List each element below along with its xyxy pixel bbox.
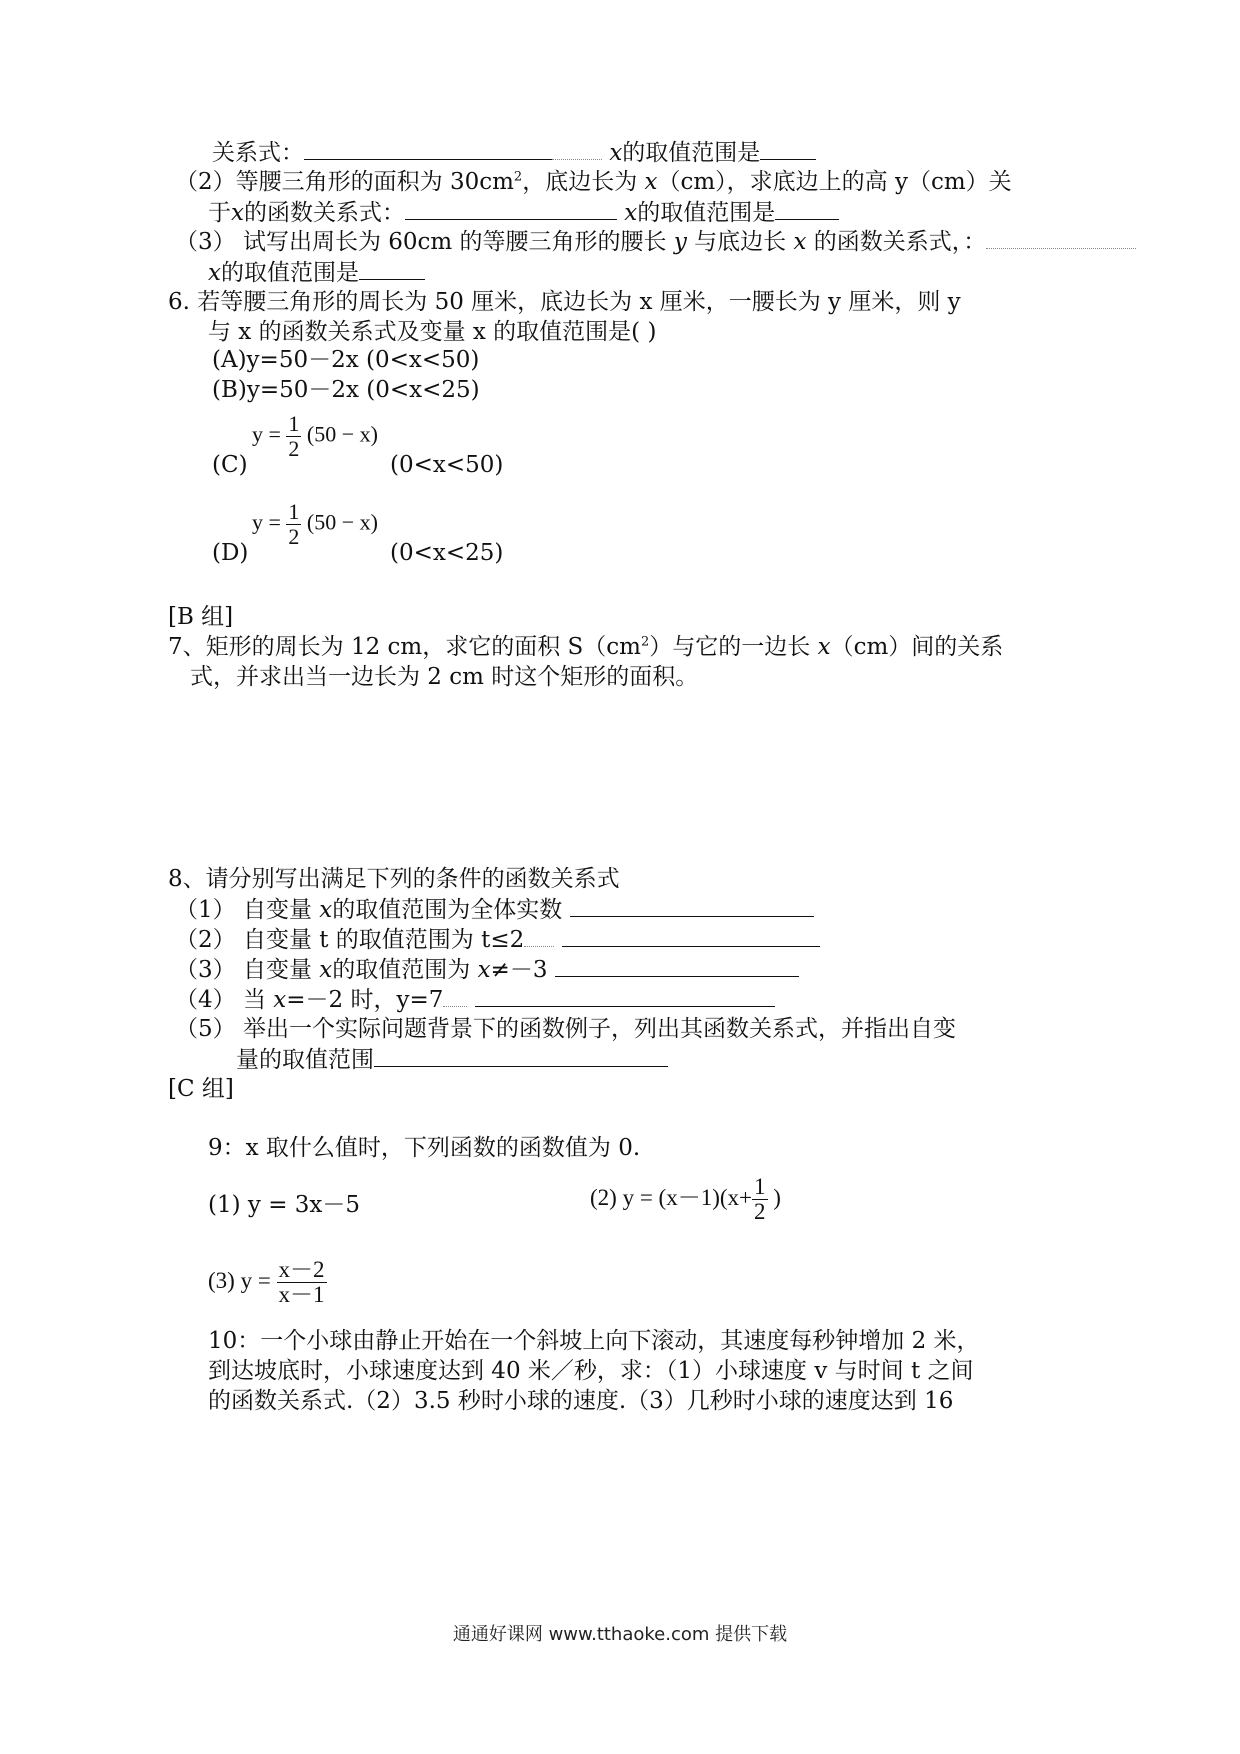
q5-part2-line1 bbox=[175, 167, 1012, 197]
var-y: y bbox=[673, 229, 687, 255]
footer-credit: 通通好课网 www.tthaoke.com 提供下载 bbox=[452, 1624, 788, 1645]
formula-rhs: (50 − x) bbox=[306, 421, 378, 447]
q9-func-3 bbox=[208, 1258, 327, 1307]
superscript: 2 bbox=[513, 169, 523, 185]
numerator: x－2 bbox=[278, 1257, 325, 1282]
answer-blank[interactable] bbox=[760, 137, 816, 160]
q8-title: 8、请分别写出满足下列的条件的函数关系式 bbox=[168, 866, 620, 892]
var-x: x bbox=[319, 897, 333, 923]
superscript: 2 bbox=[640, 634, 650, 650]
var-x: x bbox=[231, 200, 244, 226]
text: (3) y = bbox=[208, 1267, 271, 1293]
text: 的取值范围是 bbox=[220, 260, 359, 286]
dots bbox=[986, 230, 1136, 249]
answer-blank[interactable] bbox=[570, 894, 814, 917]
answer-blank[interactable] bbox=[775, 197, 839, 220]
text: 的函数关系式，： bbox=[813, 229, 987, 255]
text: 于 bbox=[208, 200, 231, 226]
text: ≠－3 bbox=[490, 957, 548, 983]
var-x: x bbox=[793, 229, 807, 255]
answer-blank[interactable] bbox=[405, 197, 617, 220]
q6-option-d-formula bbox=[252, 500, 378, 549]
text: （3） 自变量 bbox=[175, 957, 312, 983]
q6-option-a: (A)y=50－2x (0<x<50) bbox=[212, 347, 480, 373]
q7-line2: 式，并求出当一边长为 2 cm 时这个矩形的面积。 bbox=[190, 664, 699, 690]
text: （4） 当 bbox=[175, 987, 266, 1013]
fraction bbox=[286, 500, 301, 549]
text: 量的取值范围 bbox=[236, 1047, 374, 1073]
formula-lhs: y = bbox=[252, 421, 281, 447]
text: （2）等腰三角形的面积为 30cm bbox=[175, 169, 514, 195]
q10-line2: 到达坡底时，小球速度达到 40 米／秒，求：（1）小球速度 v 与时间 t 之间 bbox=[208, 1358, 974, 1384]
q10-line3: 的函数关系式.（2）3.5 秒时小球的速度.（3）几秒时小球的速度达到 16 bbox=[208, 1388, 954, 1414]
text: ) bbox=[773, 1184, 781, 1210]
text: ，底边长为 bbox=[522, 169, 638, 195]
answer-blank[interactable] bbox=[562, 924, 820, 947]
var-x: x bbox=[208, 260, 221, 286]
q6-option-c-formula bbox=[252, 412, 378, 461]
q8-item-4 bbox=[175, 984, 775, 1015]
q6-option-d-range: (0<x<25) bbox=[390, 540, 504, 566]
group-c-heading: [C 组] bbox=[168, 1076, 234, 1102]
text: （1） 自变量 bbox=[175, 897, 312, 923]
q6-option-c-range: (0<x<50) bbox=[390, 452, 504, 478]
q6-line2: 与 x 的函数关系式及变量 x 的取值范围是( ) bbox=[208, 319, 657, 345]
q6-line1: 6. 若等腰三角形的周长为 50 厘米，底边长为 x 厘米，一腰长为 y 厘米，则 y bbox=[168, 289, 961, 315]
q9-title: 9：x 取什么值时，下列函数的函数值为 0. bbox=[208, 1135, 641, 1161]
group-b-heading: [B 组] bbox=[168, 604, 234, 630]
text: （cm），求底边上的高 y（cm）关 bbox=[657, 169, 1012, 195]
formula-rhs: (50 − x) bbox=[306, 509, 378, 535]
numerator: 1 bbox=[754, 1174, 766, 1199]
formula-lhs: y = bbox=[252, 509, 281, 535]
q6-option-c-label: (C) bbox=[212, 452, 248, 478]
label: 关系式： bbox=[212, 140, 304, 166]
q5-part3-line1 bbox=[175, 227, 1136, 257]
text: 7、矩形的周长为 12 cm，求它的面积 S（cm bbox=[168, 634, 641, 660]
var-x: x bbox=[609, 140, 623, 166]
var-x: x bbox=[319, 957, 333, 983]
denominator: 2 bbox=[288, 524, 300, 549]
text: =－2 时，y=7 bbox=[286, 987, 444, 1013]
dots bbox=[443, 988, 467, 1007]
denominator: 2 bbox=[288, 436, 300, 461]
q8-item-1 bbox=[175, 894, 814, 925]
text: 的函数关系式： bbox=[243, 200, 405, 226]
q8-item-5-line1: （5） 举出一个实际问题背景下的函数例子，列出其函数关系式，并指出自变 bbox=[175, 1016, 956, 1042]
fraction bbox=[286, 412, 301, 461]
q7-line1 bbox=[168, 632, 1003, 662]
text: 与底边长 bbox=[694, 229, 787, 255]
q5-part2-line2 bbox=[208, 197, 839, 228]
text: （cm）间的关系 bbox=[830, 634, 1004, 660]
q6-option-d-label: (D) bbox=[212, 540, 249, 566]
var-x: x bbox=[477, 957, 491, 983]
text: 的取值范围是 bbox=[637, 200, 776, 226]
var-x: x bbox=[273, 987, 287, 1013]
q9-func-2 bbox=[590, 1175, 781, 1224]
q8-item-3 bbox=[175, 954, 799, 985]
text: 的取值范围为全体实数 bbox=[332, 897, 563, 923]
q8-item-2 bbox=[175, 924, 820, 955]
q6-option-b: (B)y=50－2x (0<x<25) bbox=[212, 377, 480, 403]
fraction bbox=[752, 1175, 768, 1224]
q8-item-5-line2 bbox=[236, 1044, 668, 1075]
q10-line1: 10：一个小球由静止开始在一个斜坡上向下滚动，其速度每秒钟增加 2 米， bbox=[208, 1328, 980, 1354]
text: （2） 自变量 t 的取值范围为 t≤2 bbox=[175, 927, 525, 953]
dots bbox=[524, 928, 554, 947]
fraction bbox=[277, 1258, 327, 1307]
text: 的取值范围为 bbox=[332, 957, 471, 983]
denominator: x－1 bbox=[278, 1282, 325, 1307]
label: 的取值范围是 bbox=[622, 140, 761, 166]
answer-blank[interactable] bbox=[304, 137, 552, 160]
var-x: x bbox=[644, 169, 658, 195]
answer-blank[interactable] bbox=[359, 257, 425, 280]
answer-blank[interactable] bbox=[475, 984, 775, 1007]
q9-func-1: (1) y = 3x－5 bbox=[208, 1192, 361, 1218]
q5-part3-line2 bbox=[208, 257, 425, 288]
var-x: x bbox=[817, 634, 831, 660]
var-x: x bbox=[624, 200, 638, 226]
dots bbox=[552, 141, 602, 160]
text: (2) y = (x－1)(x+ bbox=[590, 1184, 752, 1210]
answer-blank[interactable] bbox=[374, 1044, 668, 1067]
answer-blank[interactable] bbox=[555, 954, 799, 977]
numerator: 1 bbox=[288, 499, 300, 524]
text: ）与它的一边长 bbox=[649, 634, 811, 660]
denominator: 2 bbox=[754, 1199, 766, 1224]
text: （3） 试写出周长为 60cm 的等腰三角形的腰长 bbox=[175, 229, 667, 255]
numerator: 1 bbox=[288, 411, 300, 436]
q5-line1 bbox=[212, 137, 816, 168]
